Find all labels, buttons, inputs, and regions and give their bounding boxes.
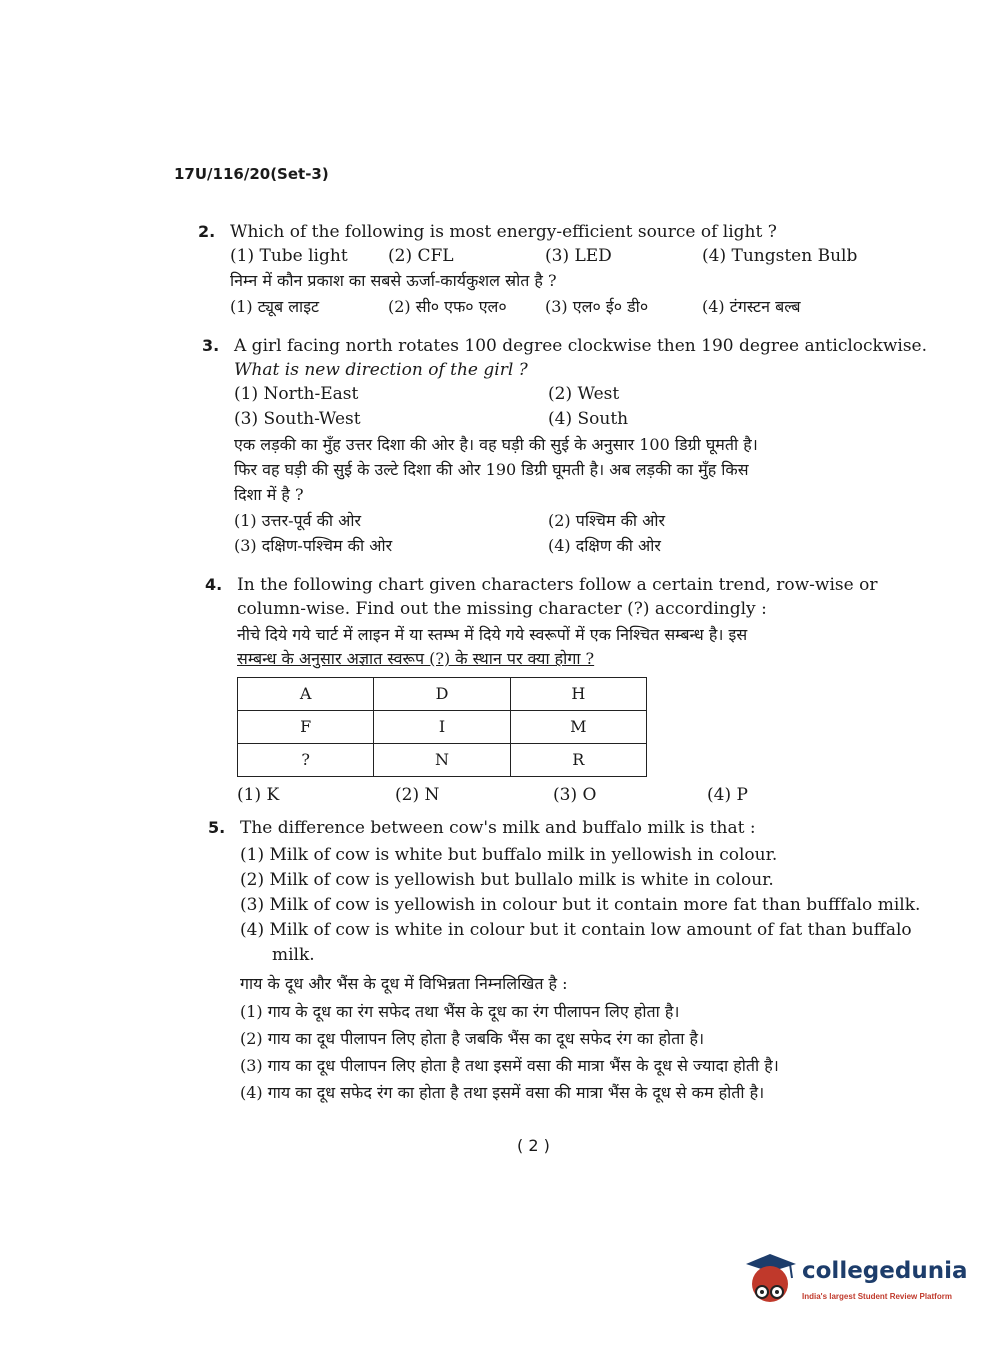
- question-text-hi-2: फिर वह घड़ी की सुई के उल्टे दिशा की ओर 190 डिग्री घूमती है। अब लड़की का मुँह किस: [234, 460, 749, 479]
- option-3-hi: (3) दक्षिण-पश्चिम की ओर: [234, 536, 393, 555]
- logo-tagline: India's largest Student Review Platform: [802, 1292, 952, 1301]
- option-1-hi: (1) गाय के दूध का रंग सफेद तथा भैंस के दूध का रंग पीलापन लिए होता है।: [240, 1002, 680, 1021]
- chart-cell: N: [374, 744, 510, 777]
- question-text-en: Which of the following is most energy-efficient source of light ?: [230, 222, 777, 242]
- options-en: [230, 244, 870, 269]
- option-2: (2) Milk of cow is yellowish but bullalo milk is white in colour.: [240, 870, 774, 890]
- mascot-icon: [742, 1250, 800, 1312]
- page-number: ( 2 ): [517, 1136, 550, 1155]
- option-2: (2) N: [395, 785, 440, 805]
- option-1: (1) Tube light: [230, 246, 348, 266]
- options-en-row-1: [234, 382, 864, 407]
- question-4: [205, 573, 878, 808]
- question-text-hi: गाय के दूध और भैंस के दूध में विभिन्नता निम्नलिखित है :: [240, 974, 568, 993]
- paper-code: 17U/116/20(Set-3): [174, 165, 329, 183]
- options-en: [240, 843, 921, 968]
- question-number: 2.: [198, 222, 216, 241]
- question-text-en: The difference between cow's milk and buffalo milk is that :: [240, 818, 756, 838]
- character-chart: [237, 677, 647, 777]
- option-2: (2) CFL: [388, 246, 454, 266]
- options-en-row-2: [234, 407, 864, 432]
- chart-row: [238, 744, 647, 777]
- option-4-hi: (4) टंगस्टन बल्ब: [702, 297, 801, 316]
- options-hi-row-1: [234, 509, 864, 534]
- collegedunia-logo: [742, 1250, 967, 1312]
- chart-cell: ?: [238, 744, 374, 777]
- option-1-hi: (1) उत्तर-पूर्व की ओर: [234, 511, 362, 530]
- chart-cell: A: [238, 678, 374, 711]
- option-4-cont: milk.: [272, 945, 315, 965]
- option-3-hi: (3) गाय का दूध पीलापन लिए होता है तथा इसमें वसा की मात्रा भैंस के दूध से ज्यादा होती है।: [240, 1056, 779, 1075]
- question-text-en-2: What is new direction of the girl ?: [234, 360, 528, 380]
- question-number: 4.: [205, 575, 223, 594]
- question-text-en-2: column-wise. Find out the missing character (?) accordingly :: [237, 599, 767, 619]
- option-3-hi: (3) एल० ई० डी०: [545, 297, 649, 316]
- options: [237, 783, 857, 808]
- options-hi-row-2: [234, 534, 864, 559]
- option-3: (3) LED: [545, 246, 612, 266]
- option-2-hi: (2) गाय का दूध पीलापन लिए होता है जबकि भैंस का दूध सफेद रंग का होता है।: [240, 1029, 705, 1048]
- logo-wordmark: collegedunia: [802, 1258, 968, 1284]
- question-text-hi-2: सम्बन्ध के अनुसार अज्ञात स्वरूप (?) के स्थान पर क्या होगा ?: [237, 649, 595, 668]
- chart-cell: M: [510, 711, 646, 744]
- question-number: 5.: [208, 818, 226, 837]
- option-2-hi: (2) पश्चिम की ओर: [548, 511, 666, 530]
- chart-cell: F: [238, 711, 374, 744]
- option-2-hi: (2) सी० एफ० एल०: [388, 297, 507, 316]
- question-text-en-1: A girl facing north rotates 100 degree clockwise then 190 degree anticlockwise.: [234, 336, 928, 356]
- option-3: (3) O: [553, 785, 597, 805]
- question-2: [198, 220, 870, 320]
- option-4-hi: (4) दक्षिण की ओर: [548, 536, 661, 555]
- chart-cell: H: [510, 678, 646, 711]
- option-4: (4) South: [548, 409, 629, 429]
- option-4: (4) Tungsten Bulb: [702, 246, 858, 266]
- option-1-hi: (1) ट्यूब लाइट: [230, 297, 320, 316]
- option-4: (4) Milk of cow is white in colour but it contain low amount of fat than buffalo: [240, 920, 912, 940]
- option-4: (4) P: [707, 785, 748, 805]
- options-hi: [240, 999, 880, 1107]
- chart-row: [238, 678, 647, 711]
- chart-cell: D: [374, 678, 510, 711]
- chart-row: [238, 711, 647, 744]
- chart-cell: R: [510, 744, 646, 777]
- question-number: 3.: [202, 336, 220, 355]
- question-text-en-1: In the following chart given characters follow a certain trend, row-wise or: [237, 575, 878, 595]
- option-1: (1) K: [237, 785, 280, 805]
- question-text-hi-1: नीचे दिये गये चार्ट में लाइन में या स्तम्भ में दिये गये स्वरूपों में एक निश्चित सम्बन्ध है। इस: [237, 625, 748, 644]
- option-3: (3) Milk of cow is yellowish in colour but it contain more fat than bufffalo milk.: [240, 895, 921, 915]
- option-4-hi: (4) गाय का दूध सफेद रंग का होता है तथा इसमें वसा की मात्रा भैंस के दूध से कम होती है।: [240, 1083, 765, 1102]
- question-text-hi-3: दिशा में है ?: [234, 485, 304, 504]
- options-hi: [230, 295, 870, 320]
- chart-cell: I: [374, 711, 510, 744]
- option-1: (1) North-East: [234, 384, 359, 404]
- question-5: [208, 816, 921, 1107]
- option-3: (3) South-West: [234, 409, 361, 429]
- question-text-hi: निम्न में कौन प्रकाश का सबसे ऊर्जा-कार्यकुशल स्रोत है ?: [230, 271, 557, 290]
- option-1: (1) Milk of cow is white but buffalo milk in yellowish in colour.: [240, 845, 778, 865]
- question-text-hi-1: एक लड़की का मुँह उत्तर दिशा की ओर है। वह घड़ी की सुई के अनुसार 100 डिग्री घूमती है।: [234, 435, 758, 454]
- option-2: (2) West: [548, 384, 620, 404]
- question-3: [202, 334, 928, 559]
- question-text-hi: [234, 432, 864, 507]
